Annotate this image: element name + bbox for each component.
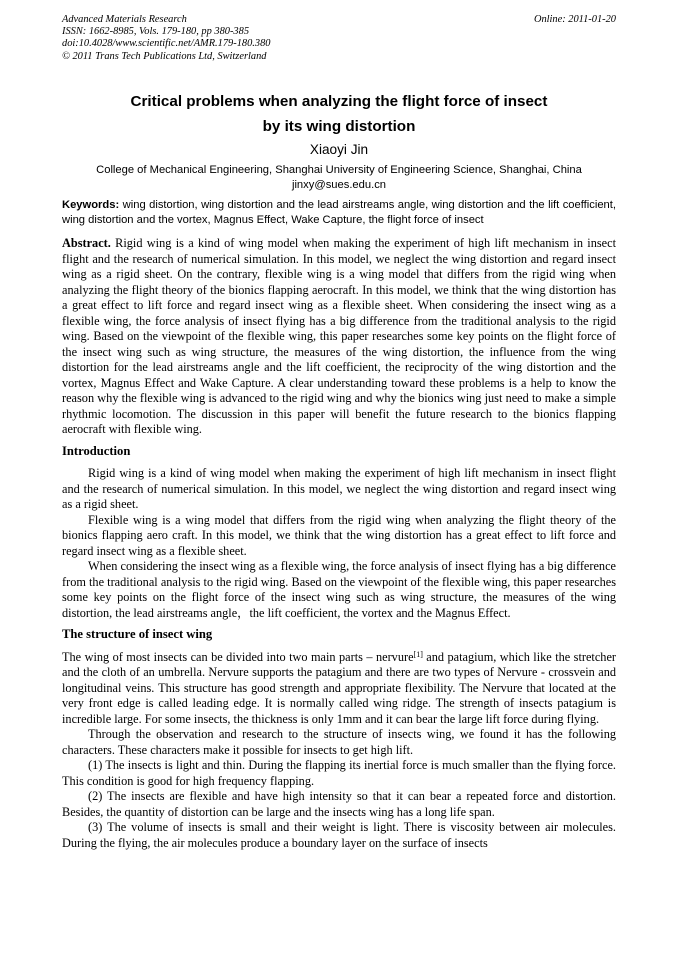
structure-paragraph-2: Through the observation and research to the structure of insects wing, we found it has the following characters. These characters make it possible for insects to get high lift. <box>62 727 616 757</box>
issn-line: ISSN: 1662-8985, Vols. 179-180, pp 380-385 <box>62 26 250 38</box>
intro-paragraph-3: When considering the insect wing as a flexible wing, the force analysis of insect flying has a big difference from the traditional analysis to the rigid wing. Based on the viewpoint of the flexible wing, this paper researches some key points on the flight force of the insect wing such as wing structure, the measures of the wing distortion, the lead airstreams angle，the lift coefficient, the vortex and the Magnus Effect. <box>62 559 616 620</box>
affiliation: College of Mechanical Engineering, Shanghai University of Engineering Science, Shanghai, China <box>96 164 582 176</box>
keywords-text: wing distortion, wing distortion and the lead airstreams angle, wing distortion and the lift coefficient, wing distortion and the vortex, Magnus Effect, Wake Capture, the flight force of insect <box>62 199 616 226</box>
copyright-line: © 2011 Trans Tech Publications Ltd, Switzerland <box>62 50 267 62</box>
paper-title <box>62 89 616 139</box>
journal-name: Advanced Materials Research <box>62 14 187 25</box>
author-name: Xiaoyi Jin <box>309 142 369 157</box>
abstract-label: Abstract. <box>62 236 111 250</box>
title-line-2: by its wing distortion <box>262 118 416 135</box>
structure-item-1: (1) The insects is light and thin. During the flapping its inertial force is much smaller than the flying force. This condition is good for high frequency flapping. <box>62 758 616 788</box>
affiliation-block <box>62 163 616 192</box>
intro-paragraph-2: Flexible wing is a wing model that differs from the rigid wing when analyzing the flight theory of the bionics flapping aero craft. In this model, we think that the wing distortion has a great effect to lift force and regard insect wing as a flexible sheet. <box>62 512 616 558</box>
citation-ref: [1] <box>413 649 423 659</box>
title-line-1: Critical problems when analyzing the flight force of insect <box>130 93 548 110</box>
introduction-heading: Introduction <box>62 443 131 458</box>
structure-heading: The structure of insect wing <box>62 627 213 641</box>
abstract-text: Rigid wing is a kind of wing model when making the experiment of high lift mechanism in insect flight and the research of numerical simulation. In this model, we neglect the wing distortion and regard insect wing as a rigid sheet. On the contrary, flexible wing is a wing model that differs from the rigid wing when analyzing the flight theory of the bionics flapping aerocraft. In this model, we think that the wing distortion has a great effect to lift force and regard insect wing as a flexible sheet. When considering the insect wing as a flexible wing, the force analysis of insect flying has a big difference from the traditional analysis to the rigid wing. Based on the viewpoint of the flexible wing, this paper researches some key points on the flight force of the insect wing such as wing structure, the measures of the wing distortion, the influence from the wing distortion for the lead airstreams angle and the lift coefficient, the reciprocity of the wing distortion and the vortex, Magnus Effect and Wake Capture. A clear understanding toward these problems is a help to know the reason why the flexible wing is advanced to the rigid wing and why the bionics wing just need to make a simple rhythmic locomotion. The discussion in this paper will benefit the future research to the bionics flapping aerocraft with flexible wing. <box>62 236 616 436</box>
paper-body <box>62 236 616 851</box>
email: jinxy@sues.edu.cn <box>291 178 387 191</box>
journal-header <box>62 14 616 63</box>
keywords-label: Keywords: <box>62 199 120 211</box>
online-date: Online: 2011-01-20 <box>533 14 616 25</box>
structure-paragraph-1 <box>62 650 616 728</box>
structure-item-2: (2) The insects are flexible and have high intensity so that it can bear a repeated force and distortion. Besides, the quantity of distortion can be large and the insects wing has a long life span. <box>62 789 616 819</box>
doi-line: doi:10.4028/www.scientific.net/AMR.179-180.380 <box>62 38 271 50</box>
abstract <box>62 236 616 438</box>
structure-item-3: (3) The volume of insects is small and their weight is light. There is viscosity between air molecules. During the flying, the air molecules produce a boundary layer on the surface of insects <box>62 820 616 850</box>
structure-p1-start: The wing of most insects can be divided into two main parts – nervure <box>62 649 414 664</box>
intro-paragraph-1: Rigid wing is a kind of wing model when making the experiment of high lift mechanism in insect flight and the research of numerical simulation. In this model, we neglect the wing distortion and regard insect wing as a rigid sheet. <box>62 466 616 511</box>
keywords <box>62 198 616 227</box>
structure-p1-end: and patagium, which like the stretcher and the cloth of an umbrella. Nervure supports the patagium and there are two types of Nervure - crossvein and longitudinal veins. This structure has good strength and appropriate flexibility. The Nervure that located at the very front edge is called leading edge. It is normally called wing ridge. The strength of insects patagium is incredible large. For some insects, the thickness is only 1mm and it can bear the large lift force during flying. <box>62 649 616 726</box>
